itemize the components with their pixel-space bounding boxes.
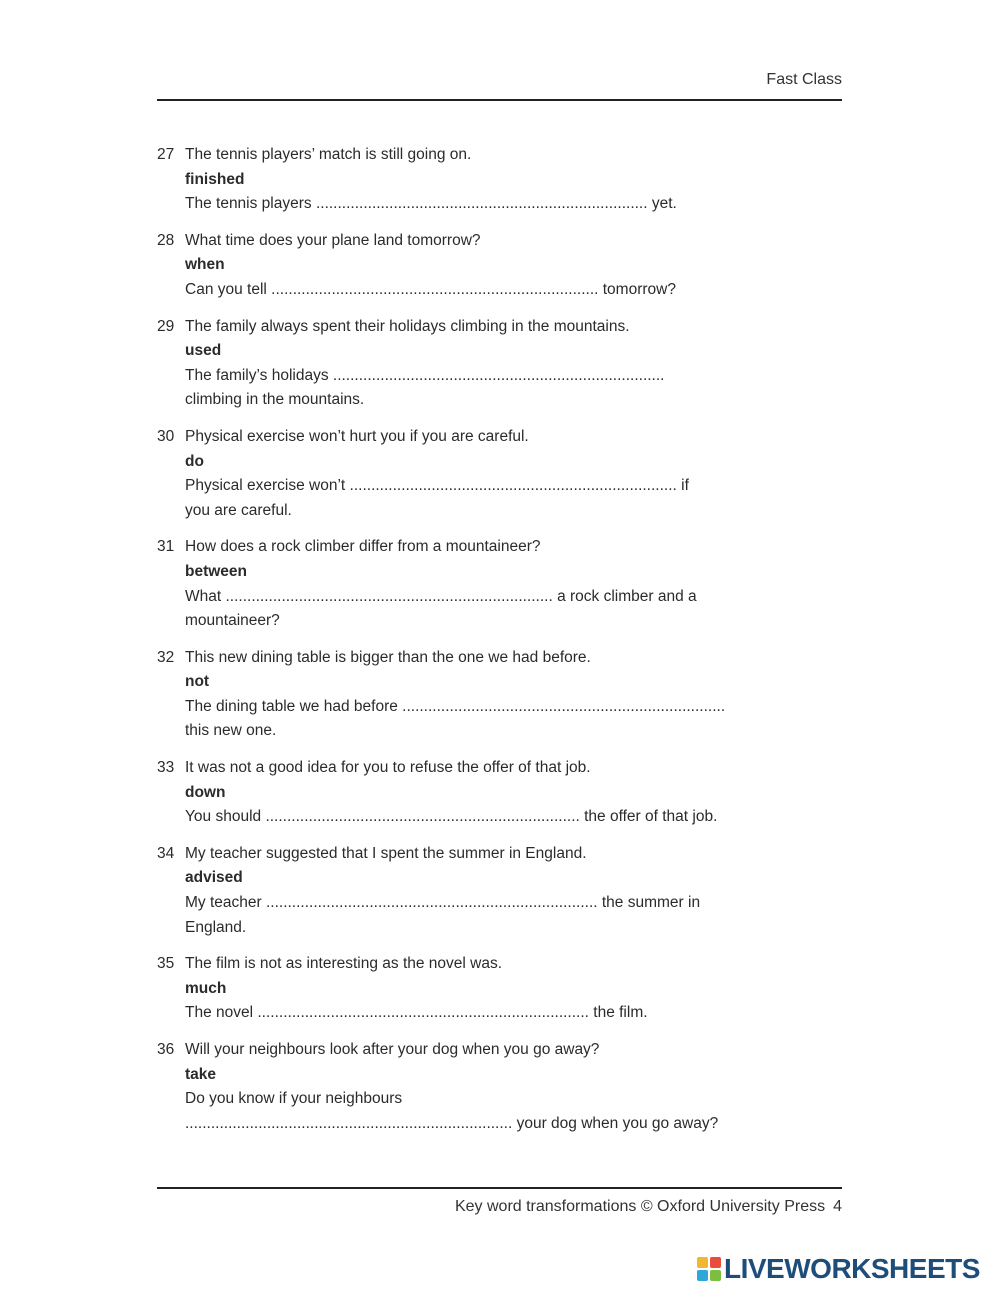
question-list: [157, 143, 842, 1148]
footer-copyright: Key word transformations © Oxford University Press: [454, 1198, 826, 1215]
question-sentence: My teacher suggested that I spent the summer in England.: [185, 844, 587, 862]
question-sentence: The tennis players’ match is still going on.: [185, 146, 472, 163]
footer-page-number: 4: [833, 1198, 842, 1215]
liveworksheets-logo-icon: [697, 1257, 721, 1281]
logo-tile: [710, 1270, 721, 1281]
header-divider: [157, 99, 842, 101]
question-item: [157, 229, 842, 303]
question-sentence: The family always spent their holidays climbing in the mountains.: [185, 317, 630, 335]
question-item: [157, 952, 842, 1026]
answer-line[interactable]: this new one.: [185, 722, 277, 740]
answer-line[interactable]: mountaineer?: [185, 612, 280, 630]
answer-line[interactable]: England.: [185, 918, 247, 936]
answer-line[interactable]: ............................................................................ your dog when you go away?: [185, 1114, 719, 1132]
question-number: 29: [157, 317, 175, 335]
page-footer: [455, 1198, 842, 1216]
question-sentence: How does a rock climber differ from a mountaineer?: [185, 538, 541, 556]
answer-line[interactable]: My teacher ............................................................................. the summer in: [185, 894, 701, 912]
page-header-title: Fast Class: [766, 71, 842, 88]
question-item: [157, 842, 842, 940]
answer-line[interactable]: What ............................................................................ a rock climber and a: [185, 587, 697, 605]
question-item: [157, 425, 842, 523]
question-keyword: advised: [185, 869, 243, 887]
liveworksheets-brand[interactable]: [697, 1253, 980, 1285]
question-number: 30: [157, 427, 175, 445]
question-item: [157, 315, 842, 413]
answer-line[interactable]: climbing in the mountains.: [185, 391, 365, 409]
question-keyword: finished: [185, 170, 245, 188]
question-item: [157, 756, 842, 830]
answer-line[interactable]: You should ......................................................................... the offer of that job.: [185, 808, 718, 826]
logo-tile: [697, 1257, 708, 1268]
question-number: 31: [157, 538, 175, 556]
question-item: [157, 143, 842, 217]
question-number: 27: [157, 146, 175, 163]
logo-tile: [697, 1270, 708, 1281]
answer-line[interactable]: The tennis players ............................................................................. yet.: [185, 195, 677, 213]
question-keyword: take: [185, 1065, 217, 1083]
footer-divider: [157, 1187, 842, 1189]
answer-line[interactable]: Can you tell ............................................................................ tomorrow?: [185, 280, 676, 298]
question-keyword: much: [185, 979, 227, 997]
question-sentence: It was not a good idea for you to refuse the offer of that job.: [185, 759, 591, 777]
question-sentence: Will your neighbours look after your dog when you go away?: [185, 1041, 600, 1058]
question-keyword: down: [185, 783, 226, 801]
answer-line[interactable]: The dining table we had before ...........................................................................: [185, 697, 726, 715]
question-sentence: Physical exercise won’t hurt you if you are careful.: [185, 427, 529, 445]
answer-line[interactable]: Do you know if your neighbours: [185, 1090, 403, 1108]
question-number: 34: [157, 844, 175, 862]
question-number: 36: [157, 1041, 175, 1058]
question-keyword: when: [185, 256, 225, 274]
answer-line[interactable]: The family’s holidays .............................................................................: [185, 366, 665, 384]
question-keyword: not: [185, 673, 210, 691]
question-item: [157, 1038, 842, 1136]
question-number: 32: [157, 648, 175, 666]
logo-tile: [710, 1257, 721, 1268]
question-keyword: between: [185, 562, 248, 580]
answer-line[interactable]: Physical exercise won’t ............................................................................ if: [185, 477, 689, 495]
question-number: 33: [157, 759, 175, 777]
question-number: 28: [157, 231, 175, 249]
question-item: [157, 646, 842, 744]
question-keyword: used: [185, 342, 222, 360]
answer-line[interactable]: The novel ............................................................................. the film.: [185, 1004, 648, 1022]
question-item: [157, 535, 842, 633]
question-number: 35: [157, 955, 175, 973]
question-keyword: do: [185, 452, 204, 470]
question-sentence: This new dining table is bigger than the one we had before.: [185, 648, 591, 666]
question-sentence: The film is not as interesting as the novel was.: [185, 955, 503, 973]
answer-line[interactable]: you are careful.: [185, 501, 292, 519]
liveworksheets-wordmark: LIVEWORKSHEETS: [724, 1253, 980, 1284]
question-sentence: What time does your plane land tomorrow?: [185, 231, 481, 249]
